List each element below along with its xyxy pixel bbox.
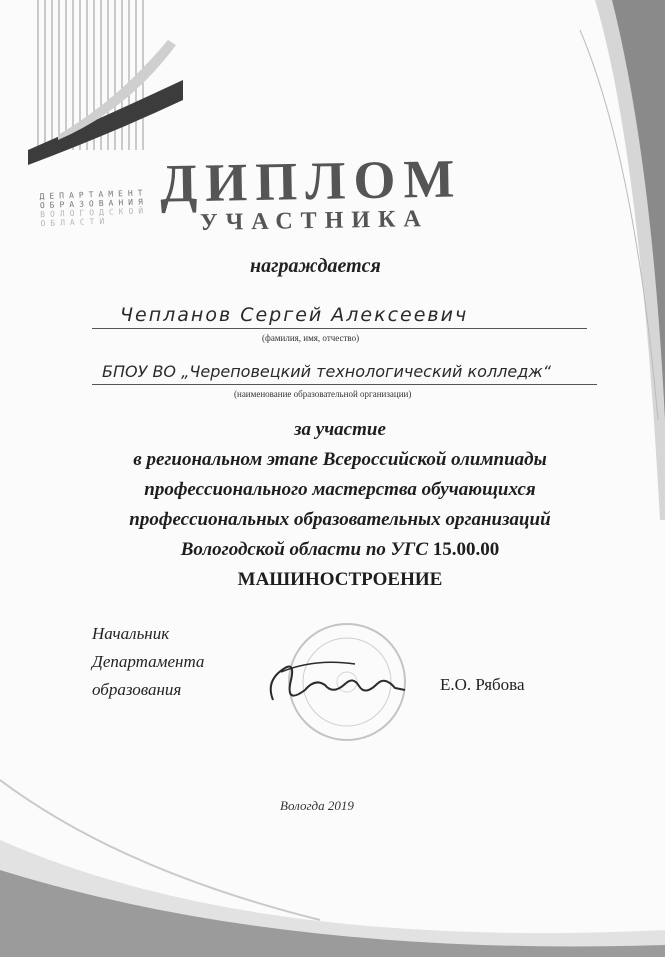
organization-underline [92,384,597,385]
signer-title-line: образования [92,680,182,699]
ugs-code: 15.00.00 [432,539,500,560]
department-line: ОБЛАСТИ [40,216,110,229]
region-prefix: Вологодской области по УГС [180,539,429,560]
diploma-subtitle: УЧАСТНИКА [199,206,429,236]
diploma-title: ДИПЛОМ [159,148,463,214]
signer-title-line: Департамента [92,652,205,671]
recipient-underline [92,328,587,329]
specialty: МАШИНОСТРОЕНИЕ [237,569,443,590]
department-logo [18,0,188,170]
organization-caption: (наименование образовательной организации) [234,389,412,399]
city-year: Вологда 2019 [280,798,354,813]
department-line: ОБРАЗОВАНИЯ [39,197,148,211]
awarded-label: награждается [250,255,381,277]
recipient-name: Чепланов Сергей Алексеевич [120,304,469,326]
department-line: ВОЛОГОДСКОЙ [40,206,149,220]
organization-name: БПОУ ВО „Череповецкий технологический колледж“ [102,362,552,381]
signer-title [92,620,204,704]
department-name [39,188,160,228]
recipient-caption: (фамилия, имя, отчество) [262,333,360,343]
signer-name: Е.О. Рябова [440,675,525,694]
department-line: ДЕПАРТАМЕНТ [39,188,148,202]
signer-title-line: Начальник [92,624,170,643]
reason-line: профессионального мастерства обучающихся [144,479,536,500]
reason-line: за участие [294,419,386,440]
decorative-curve-bottom [0,720,665,957]
reason-line: в региональном этапе Всероссийской олимпиады [133,449,547,470]
region-line [60,535,620,565]
award-reason [60,415,620,595]
handwritten-signature [255,650,415,720]
reason-line: профессиональных образовательных организаций [129,509,551,530]
